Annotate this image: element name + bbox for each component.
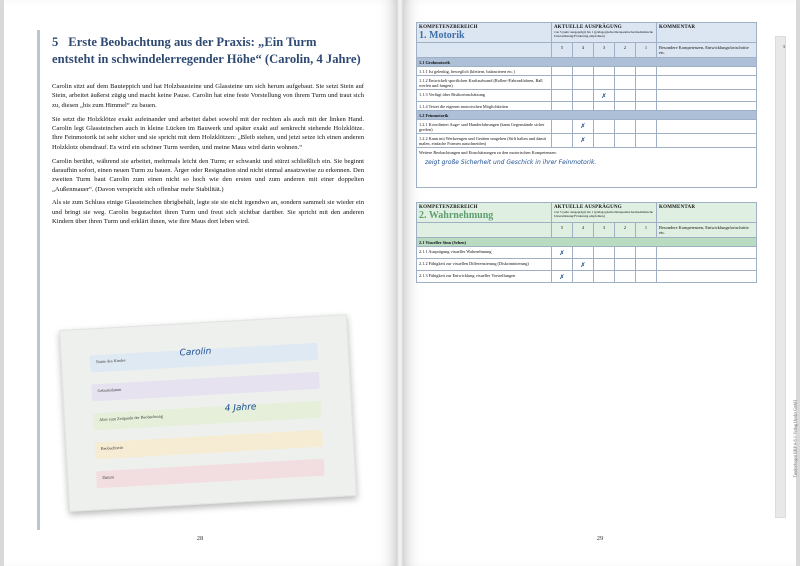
section-title: 2.1 Visueller Sinn (Sehen) bbox=[417, 238, 757, 247]
comment-cell[interactable] bbox=[657, 76, 757, 90]
rating-cell-1[interactable] bbox=[636, 271, 657, 283]
section-header-visuell bbox=[417, 238, 757, 247]
comment-cell[interactable] bbox=[657, 134, 757, 148]
form-label-name: Name des Kindes bbox=[95, 357, 126, 365]
scale-5: 5 bbox=[552, 223, 573, 238]
table-row bbox=[417, 90, 757, 102]
rating-cell-5[interactable] bbox=[552, 120, 573, 134]
header-competence-area bbox=[417, 23, 552, 43]
rating-cell-3[interactable] bbox=[594, 134, 615, 148]
rating-cell-1[interactable] bbox=[636, 259, 657, 271]
rating-cell-3[interactable] bbox=[594, 90, 615, 102]
checkmark-icon: ✗ bbox=[580, 260, 586, 269]
checkmark-icon: ✗ bbox=[559, 248, 565, 257]
book-gutter bbox=[396, 0, 404, 566]
rating-cell-4[interactable] bbox=[573, 134, 594, 148]
rating-cell-3[interactable] bbox=[594, 67, 615, 76]
rating-cell-3[interactable] bbox=[594, 120, 615, 134]
rating-cell-2[interactable] bbox=[615, 102, 636, 111]
header-competence-title: KOMPETENZBEREICH bbox=[419, 24, 478, 30]
table-row bbox=[417, 102, 757, 111]
header-competence-big: 2. Wahrnehmung bbox=[419, 209, 494, 221]
sheet-number: 3 bbox=[782, 44, 785, 49]
right-page bbox=[404, 0, 796, 566]
left-page bbox=[4, 0, 396, 566]
folio-right: 29 bbox=[596, 535, 604, 542]
paragraph-3: Carolin berührt, während sie arbeitet, mehrmals leicht den Turm; er schwankt und stürzt schließlich ein. Sie beginnt daraufhin sofort, einen neuen Turm zu bauen. Ärger oder Resignation sind nicht einmal ansatzweise zu erkennen. Den zweiten Turm baut Carolin zum einen nicht so hoch wie den ersten und zum anderen mit einer doppelten „Außenmauer“. (Davon verspricht sich offenbar mehr Stabilität.) bbox=[52, 157, 364, 193]
section-header-grobmotorik bbox=[417, 58, 757, 67]
table-row bbox=[417, 76, 757, 90]
rating-cell-4[interactable] bbox=[573, 259, 594, 271]
scale-spacer bbox=[417, 223, 552, 238]
body-text bbox=[52, 82, 364, 231]
header-rating bbox=[552, 203, 657, 223]
table-row bbox=[417, 67, 757, 76]
header-rating-sub: von 5 (sehr ausgeprägt) bis 1 (pädagogische/therapeutische/medizinische Unterstützung/Förderung empfohlen) bbox=[554, 209, 654, 218]
item-label: 2.1.3 Fähigkeit zur Entwicklung visueller Vorstellungen bbox=[417, 271, 552, 283]
rating-cell-2[interactable] bbox=[615, 120, 636, 134]
item-label: 1.1.3 Verfügt über Risikoeinschätzung bbox=[417, 90, 552, 102]
rating-cell-3[interactable] bbox=[594, 259, 615, 271]
section-title: 1.2 Feinmotorik bbox=[417, 111, 757, 120]
rating-cell-1[interactable] bbox=[636, 102, 657, 111]
section-header-feinmotorik bbox=[417, 111, 757, 120]
checkmark-icon: ✗ bbox=[580, 121, 586, 130]
rating-cell-3[interactable] bbox=[594, 271, 615, 283]
header-comment-title: KOMMENTAR bbox=[659, 24, 696, 30]
competence-table-wahrnehmung bbox=[416, 202, 757, 283]
comment-cell[interactable] bbox=[657, 102, 757, 111]
comment-cell[interactable] bbox=[657, 67, 757, 76]
header-competence-big: 1. Motorik bbox=[419, 29, 465, 41]
checkmark-icon: ✗ bbox=[580, 135, 586, 144]
table-row bbox=[417, 247, 757, 259]
item-label: 1.2.2 Kann mit Werkzeugen und Geräten umgehen (Stift halten und damit malen, einfache Formen ausschneiden) bbox=[417, 134, 552, 148]
scale-2: 2 bbox=[615, 43, 636, 58]
item-label: 1.1.4 Testet die eigenen motorischen Möglichkeiten bbox=[417, 102, 552, 111]
scale-3: 3 bbox=[594, 223, 615, 238]
item-label: 2.1.2 Fähigkeit zur visuellen Differenzierung (Diskriminierung) bbox=[417, 259, 552, 271]
item-label: 1.1.1 Ist gelenkig, beweglich (klettern, balancieren etc.) bbox=[417, 67, 552, 76]
assessment-sheet bbox=[416, 22, 756, 283]
form-label-observer: Beobachterin bbox=[100, 444, 124, 452]
rating-cell-4[interactable] bbox=[573, 67, 594, 76]
rating-cell-2[interactable] bbox=[615, 67, 636, 76]
header-rating-title: AKTUELLE AUSPRÄGUNG bbox=[554, 204, 622, 210]
header-comment bbox=[657, 203, 757, 223]
rating-cell-1[interactable] bbox=[636, 247, 657, 259]
rating-cell-2[interactable] bbox=[615, 247, 636, 259]
chapter-title: Erste Beobachtung aus der Praxis: „Ein Turm entsteht in schwindelerregender Höhe“ (Carolin, 4 Jahre) bbox=[52, 35, 361, 66]
competence-table-motorik bbox=[416, 22, 757, 188]
rating-cell-1[interactable] bbox=[636, 90, 657, 102]
rating-cell-5[interactable] bbox=[552, 134, 573, 148]
header-competence-title: KOMPETENZBEREICH bbox=[419, 204, 478, 210]
comment-cell[interactable] bbox=[657, 120, 757, 134]
form-label-date: Datum bbox=[102, 474, 114, 480]
rating-cell-5[interactable] bbox=[552, 67, 573, 76]
rating-cell-3[interactable] bbox=[594, 76, 615, 90]
header-rating bbox=[552, 23, 657, 43]
scale-2: 2 bbox=[615, 223, 636, 238]
notes-row bbox=[417, 148, 757, 188]
page-edge-strip bbox=[775, 36, 786, 518]
header-comment-sub: Besondere Kompetenzen, Entwicklungsfortschritte etc. bbox=[657, 43, 757, 58]
rating-cell-2[interactable] bbox=[615, 90, 636, 102]
scale-1: 1 bbox=[636, 43, 657, 58]
rating-cell-1[interactable] bbox=[636, 67, 657, 76]
rating-cell-2[interactable] bbox=[615, 271, 636, 283]
form-row-observer bbox=[94, 430, 323, 460]
scale-3: 3 bbox=[594, 43, 615, 58]
form-label-age: Alter zum Zeitpunkt der Beobachtung bbox=[99, 413, 163, 423]
table-scale-row bbox=[417, 223, 757, 238]
table-row bbox=[417, 271, 757, 283]
header-competence-area bbox=[417, 203, 552, 223]
rating-cell-5[interactable] bbox=[552, 247, 573, 259]
rating-cell-2[interactable] bbox=[615, 134, 636, 148]
table-row bbox=[417, 134, 757, 148]
table-spacer bbox=[416, 188, 756, 202]
scale-1: 1 bbox=[636, 223, 657, 238]
header-rating-sub: von 5 (sehr ausgeprägt) bis 1 (pädagogische/therapeutische/medizinische Unterstützung/Förderung empfohlen) bbox=[554, 29, 654, 38]
scale-4: 4 bbox=[573, 223, 594, 238]
form-row-date bbox=[96, 459, 325, 489]
comment-cell[interactable] bbox=[657, 271, 757, 283]
table-row bbox=[417, 259, 757, 271]
table-scale-row bbox=[417, 43, 757, 58]
paragraph-1: Carolin sitzt auf dem Bauteppich und hat Holzbausteine und Glassteine um sich herum aufgebaut. Sie setzt Stein auf Stein, arbeitet äußerst zügig und macht keine Pause. Carolin hat eine feste Vorstellung von ihrem Turm und traut sich zu, diesen „bis zum Himmel“ zu bauen. bbox=[52, 83, 364, 109]
rating-cell-5[interactable] bbox=[552, 90, 573, 102]
rating-cell-5[interactable] bbox=[552, 76, 573, 90]
handwriting-age: 4 Jahre bbox=[224, 402, 257, 415]
comment-cell[interactable] bbox=[657, 247, 757, 259]
rating-cell-3[interactable] bbox=[594, 247, 615, 259]
page-title bbox=[52, 34, 362, 68]
header-comment-sub: Besondere Kompetenzen, Entwicklungsfortschritte etc. bbox=[657, 223, 757, 238]
paragraph-4: Als sie zum Schluss einige Glassteinchen übrigbehält, legte sie sie nicht irgendwo an, sondern sammelt sie wieder ein und bringt sie weg. Carolin begutachtet ihren Turm und freut sich sichtbar darüber. Sie spricht mit den anderen Kindern über ihren Turm und erklärt ihnen, wie ihre Maus dort leben wird. bbox=[52, 199, 364, 226]
scale-5: 5 bbox=[552, 43, 573, 58]
header-comment bbox=[657, 23, 757, 43]
table-header-row bbox=[417, 203, 757, 223]
rating-cell-4[interactable] bbox=[573, 102, 594, 111]
table-row bbox=[417, 120, 757, 134]
rating-cell-1[interactable] bbox=[636, 134, 657, 148]
rating-cell-5[interactable] bbox=[552, 259, 573, 271]
checkmark-icon: ✗ bbox=[601, 91, 607, 100]
chapter-rule bbox=[37, 30, 40, 530]
checkmark-icon: ✗ bbox=[559, 272, 565, 281]
item-label: 1.2.1 Koordiniert Auge- und Handerfahrungen (kann Gegenstände sicher greifen) bbox=[417, 120, 552, 134]
scale-spacer bbox=[417, 43, 552, 58]
notes-label: Weitere Beobachtungen und Einschätzungen zu den motorischen Kompetenzen: bbox=[419, 149, 557, 155]
table-header-row bbox=[417, 23, 757, 43]
rating-cell-1[interactable] bbox=[636, 76, 657, 90]
header-rating-title: AKTUELLE AUSPRÄGUNG bbox=[554, 24, 622, 30]
folio-left: 28 bbox=[196, 535, 204, 542]
rating-cell-3[interactable] bbox=[594, 102, 615, 111]
header-comment-title: KOMMENTAR bbox=[659, 204, 696, 210]
rating-cell-5[interactable] bbox=[552, 271, 573, 283]
scale-4: 4 bbox=[573, 43, 594, 58]
item-label: 2.1.1 Ausprägung visueller Wahrnehmung bbox=[417, 247, 552, 259]
rating-cell-4[interactable] bbox=[573, 271, 594, 283]
notes-cell[interactable] bbox=[417, 148, 757, 188]
sheet-copyright: Tandembogen BBP 4–6 © Verlag Herder GmbH bbox=[792, 400, 797, 478]
rating-cell-4[interactable] bbox=[573, 247, 594, 259]
rating-cell-4[interactable] bbox=[573, 120, 594, 134]
comment-cell[interactable] bbox=[657, 90, 757, 102]
section-title: 1.1 Grobmotorik bbox=[417, 58, 757, 67]
rating-cell-4[interactable] bbox=[573, 90, 594, 102]
rating-cell-2[interactable] bbox=[615, 259, 636, 271]
chapter-number: 5 bbox=[52, 35, 59, 49]
form-row-age bbox=[93, 401, 322, 431]
photo-observation-form bbox=[59, 314, 357, 512]
rating-cell-1[interactable] bbox=[636, 120, 657, 134]
paragraph-2: Sie setzt die Holzklötze exakt aufeinander und arbeitet dabei sowohl mit der rechten als auch mit der linken Hand. Carolin legt Glassteinchen auch in kleine Lücken im Bauwerk und später exakt auf senkrecht stehende Holzklötze. Ihre Feinmotorik ist sehr sicher und sie spricht mit dem Holzklötzen: „Bleib stehen, und jetzt setze ich einen anderen Holzklotz obendrauf. Es wird ein schöner Turm werden, und meine Maus wird darin wohnen.“ bbox=[52, 115, 364, 151]
rating-cell-2[interactable] bbox=[615, 76, 636, 90]
rating-cell-4[interactable] bbox=[573, 76, 594, 90]
form-row-birthdate bbox=[91, 372, 320, 402]
item-label: 1.1.2 Entwickelt sportlichen Kraftaufwand (Rollen-/Fahrradfahren, Ball werfen und fangen) bbox=[417, 76, 552, 90]
notes-handwriting: zeigt große Sicherheit und Geschick in ihrer Feinmotorik. bbox=[425, 158, 597, 166]
rating-cell-5[interactable] bbox=[552, 102, 573, 111]
handwriting-name: Carolin bbox=[179, 346, 212, 359]
form-label-birthdate: Geburtsdatum bbox=[97, 386, 122, 394]
comment-cell[interactable] bbox=[657, 259, 757, 271]
